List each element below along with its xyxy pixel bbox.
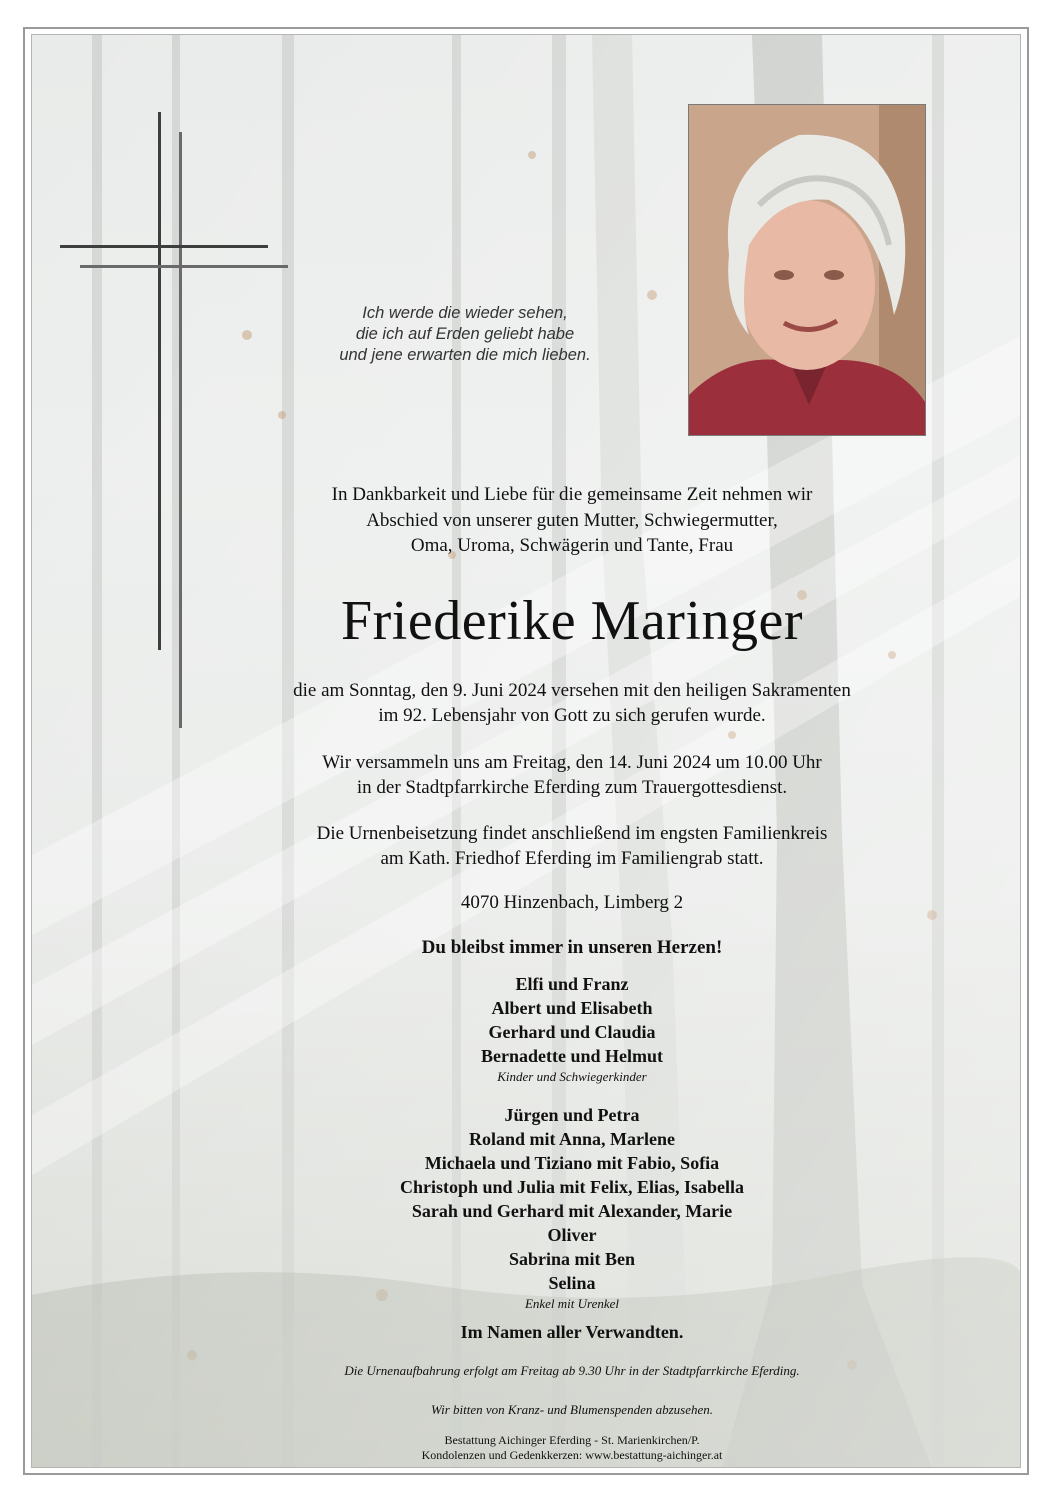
service-line: Wir versammeln uns am Freitag, den 14. Juni 2024 um 10.00 Uhr bbox=[322, 752, 822, 773]
relatives-line: Im Namen aller Verwandten. bbox=[460, 1322, 684, 1342]
children-group bbox=[100, 972, 1044, 1085]
mourner-name: Gerhard und Claudia bbox=[488, 1022, 656, 1042]
death-notice bbox=[100, 678, 1044, 728]
funeral-home-name: Bestattung Aichinger Eferding - St. Marienkirchen/P. bbox=[444, 1433, 700, 1447]
intro-line: In Dankbarkeit und Liebe für die gemeinsame Zeit nehmen wir bbox=[331, 484, 813, 505]
cross-vertical-bar bbox=[158, 112, 161, 650]
mourner-name: Elfi und Franz bbox=[515, 974, 629, 994]
quote-line: und jene erwarten die mich lieben. bbox=[339, 346, 591, 364]
closing-line: Du bleibst immer in unseren Herzen! bbox=[421, 937, 723, 958]
cross-horizontal-shadow bbox=[80, 265, 288, 268]
mourner-name: Sarah und Gerhard mit Alexander, Marie bbox=[411, 1201, 733, 1221]
intro-line: Abschied von unserer guten Mutter, Schwiegermutter, bbox=[366, 509, 778, 531]
memorial-quote bbox=[290, 303, 640, 366]
service-line: in der Stadtpfarrkirche Eferding zum Trauergottesdienst. bbox=[356, 777, 788, 798]
death-line: im 92. Lebensjahr von Gott zu sich gerufen wurde. bbox=[378, 705, 766, 726]
mourner-name: Albert und Elisabeth bbox=[491, 998, 653, 1018]
burial-notice bbox=[100, 821, 1044, 871]
burial-line: am Kath. Friedhof Eferding im Familiengrab statt. bbox=[380, 848, 764, 869]
viewing-note: Die Urnenaufbahrung erfolgt am Freitag ab 9.30 Uhr in der Stadtpfarrkirche Eferding. bbox=[344, 1363, 800, 1378]
mourner-name: Michaela und Tiziano mit Fabio, Sofia bbox=[424, 1153, 720, 1173]
portrait-photo bbox=[688, 104, 926, 436]
relation-label: Kinder und Schwiegerkinder bbox=[497, 1069, 647, 1084]
quote-line: Ich werde die wieder sehen, bbox=[362, 304, 568, 322]
death-line: die am Sonntag, den 9. Juni 2024 versehen mit den heiligen Sakramenten bbox=[293, 680, 851, 701]
mourners-list bbox=[100, 972, 1044, 1312]
grandchildren-group bbox=[100, 1103, 1044, 1312]
mourner-name: Sabrina mit Ben bbox=[508, 1249, 636, 1269]
intro-line: Oma, Uroma, Schwägerin und Tante, Frau bbox=[410, 535, 734, 556]
mourner-name: Christoph und Julia mit Felix, Elias, Isabella bbox=[399, 1177, 745, 1197]
condolences-link[interactable]: Kondolenzen und Gedenkkerzen: www.bestattung-aichinger.at bbox=[421, 1448, 723, 1462]
address: 4070 Hinzenbach, Limberg 2 bbox=[460, 892, 684, 913]
deceased-name: Friederike Maringer bbox=[341, 590, 803, 652]
mourner-name: Jürgen und Petra bbox=[504, 1105, 640, 1125]
mourner-name: Roland mit Anna, Marlene bbox=[468, 1129, 675, 1149]
intro-text bbox=[100, 482, 1044, 559]
mourner-name: Bernadette und Helmut bbox=[481, 1046, 663, 1066]
portrait-illustration bbox=[689, 105, 926, 436]
relation-label: Enkel mit Urenkel bbox=[524, 1296, 620, 1311]
burial-line: Die Urnenbeisetzung findet anschließend im engsten Familienkreis bbox=[316, 823, 828, 844]
flowers-note: Wir bitten von Kranz- und Blumenspenden abzusehen. bbox=[431, 1402, 713, 1417]
quote-line: die ich auf Erden geliebt habe bbox=[355, 325, 575, 343]
funeral-home-info bbox=[100, 1433, 1044, 1463]
cross-horizontal-bar bbox=[60, 245, 268, 248]
mourner-name: Oliver bbox=[547, 1225, 597, 1245]
service-notice bbox=[100, 750, 1044, 800]
mourner-name: Selina bbox=[548, 1273, 596, 1293]
